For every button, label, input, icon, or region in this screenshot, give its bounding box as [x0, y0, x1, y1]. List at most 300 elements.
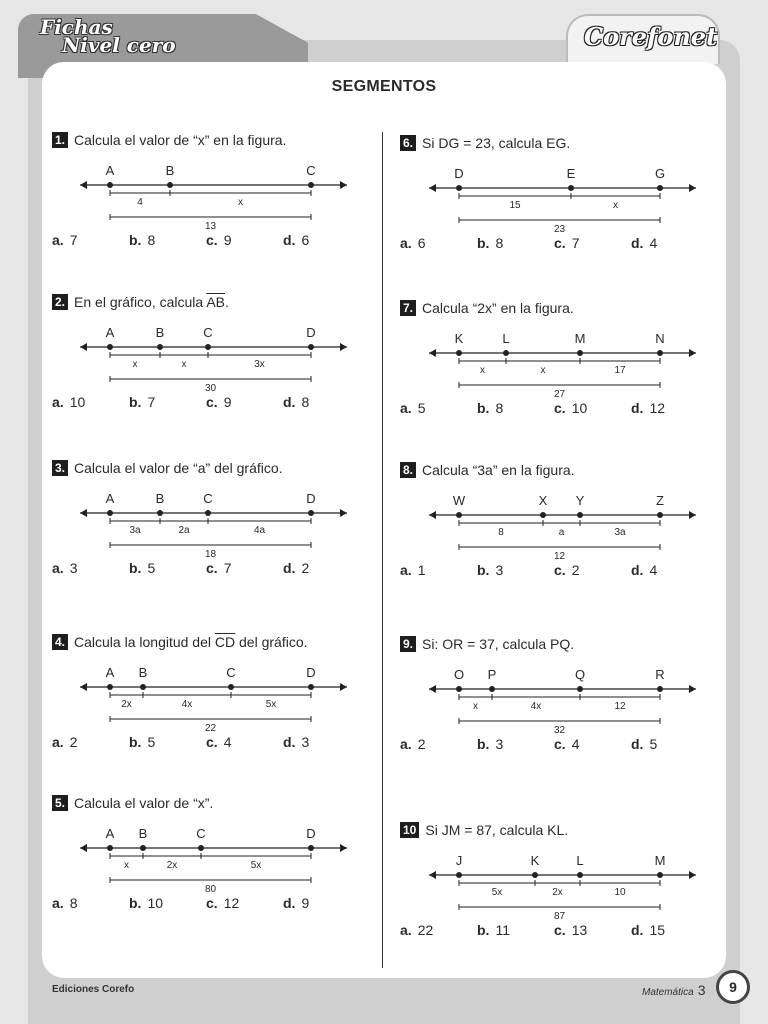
question-text: [422, 300, 574, 316]
segment-length-label: 8: [498, 527, 504, 538]
problem-8: [400, 460, 710, 578]
segment-length-label: x: [473, 701, 478, 712]
segment-length-label: 17: [614, 365, 626, 376]
problem-2: [52, 292, 362, 410]
segment-diagram: [52, 478, 352, 558]
answer-letter: a.: [400, 922, 412, 938]
answer-letter: b.: [477, 400, 490, 416]
answer-option: [206, 394, 283, 410]
point-dot: [577, 872, 583, 878]
point-label: B: [155, 491, 165, 506]
arrow-right-icon: [340, 509, 347, 517]
point-dot: [532, 872, 538, 878]
answer-option: [52, 895, 129, 911]
segment-length-label: 2a: [178, 525, 190, 536]
point-label: L: [502, 331, 510, 346]
answer-options: [52, 232, 362, 248]
answer-value: 3: [69, 560, 78, 576]
answer-value: 22: [417, 922, 434, 938]
question-number: 3.: [52, 460, 68, 476]
question-number: 9.: [400, 636, 416, 652]
answer-value: 12: [223, 895, 240, 911]
question-text-main: Calcula el valor de “a” del gráfico.: [74, 460, 283, 476]
answer-option: [477, 736, 554, 752]
point-dot: [456, 872, 462, 878]
answer-value: 8: [495, 235, 504, 251]
answer-value: 3: [495, 562, 504, 578]
answer-options: [400, 235, 710, 251]
point-label: C: [203, 325, 213, 340]
question-row: [400, 298, 710, 318]
answer-letter: c.: [206, 232, 218, 248]
answer-option: [631, 400, 708, 416]
answer-options: [400, 736, 710, 752]
segment-length-label: 12: [614, 701, 626, 712]
question-row: [52, 458, 362, 478]
answer-value: 3: [495, 736, 504, 752]
question-text-main: Calcula “3a” en la figura.: [422, 462, 575, 478]
series-logo-line1: Fichas: [40, 15, 113, 39]
segment-diagram: [400, 654, 700, 734]
answer-letter: a.: [400, 235, 412, 251]
point-label: A: [105, 826, 115, 841]
point-dot: [456, 185, 462, 191]
answer-letter: a.: [400, 736, 412, 752]
answer-value: 2: [69, 734, 78, 750]
answer-value: 6: [301, 232, 310, 248]
answer-option: [400, 235, 477, 251]
total-length-label: 12: [553, 551, 566, 562]
total-length-label: 80: [204, 884, 217, 895]
point-label: D: [306, 325, 316, 340]
segment-figure: [400, 840, 700, 920]
segment-figure: [52, 652, 352, 732]
question-text: [422, 462, 575, 478]
point-dot: [205, 344, 211, 350]
answer-option: [283, 895, 360, 911]
point-dot: [657, 872, 663, 878]
answer-option: [129, 394, 206, 410]
segment-figure: [52, 478, 352, 558]
question-row: [400, 460, 710, 480]
segment-length-label: x: [181, 359, 187, 370]
point-label: G: [654, 166, 666, 181]
answer-letter: d.: [283, 734, 296, 750]
question-text-main: Si DG = 23, calcula EG.: [422, 135, 571, 151]
series-logo-line2: Nivel cero: [62, 33, 176, 57]
point-label: W: [452, 493, 466, 508]
answer-option: [283, 232, 360, 248]
answer-value: 8: [147, 232, 156, 248]
answer-letter: c.: [554, 922, 566, 938]
answer-value: 7: [69, 232, 78, 248]
point-label: A: [105, 163, 115, 178]
arrow-right-icon: [340, 181, 347, 189]
segment-diagram: [52, 652, 352, 732]
point-label: E: [566, 166, 576, 181]
segment-diagram: [400, 840, 700, 920]
segment-length-label: 4x: [530, 701, 542, 712]
point-dot: [308, 684, 314, 690]
point-dot: [489, 686, 495, 692]
answer-option: [52, 232, 129, 248]
answer-value: 4: [649, 235, 658, 251]
arrow-left-icon: [429, 685, 436, 693]
answer-letter: b.: [129, 560, 142, 576]
arrow-right-icon: [689, 184, 696, 192]
arrow-left-icon: [429, 184, 436, 192]
point-dot: [657, 350, 663, 356]
problem-1: [52, 130, 362, 248]
answer-option: [52, 394, 129, 410]
arrow-right-icon: [689, 685, 696, 693]
answer-letter: b.: [129, 734, 142, 750]
question-text-main: Calcula la longitud del: [74, 634, 215, 650]
arrow-left-icon: [80, 343, 87, 351]
point-dot: [198, 845, 204, 851]
answer-option: [400, 562, 477, 578]
answer-letter: b.: [477, 235, 490, 251]
point-label: Y: [575, 493, 585, 508]
point-label: L: [576, 853, 584, 868]
answer-option: [206, 560, 283, 576]
segment-length-label: x: [540, 365, 546, 376]
answer-value: 9: [301, 895, 310, 911]
answer-value: 7: [571, 235, 580, 251]
point-dot: [308, 845, 314, 851]
segment-length-label: 10: [614, 887, 626, 898]
answer-letter: a.: [52, 734, 64, 750]
segment-figure: [400, 153, 700, 233]
answer-option: [400, 400, 477, 416]
answer-letter: c.: [206, 895, 218, 911]
point-dot: [228, 684, 234, 690]
total-length-label: 18: [204, 549, 217, 560]
point-dot: [657, 512, 663, 518]
answer-option: [283, 560, 360, 576]
answer-letter: d.: [631, 736, 644, 752]
answer-value: 5: [417, 400, 426, 416]
question-text-main: Calcula “2x” en la figura.: [422, 300, 574, 316]
point-label: C: [196, 826, 206, 841]
answer-letter: d.: [631, 235, 644, 251]
answer-option: [631, 562, 708, 578]
point-dot: [107, 684, 113, 690]
answer-option: [477, 922, 554, 938]
point-label: Z: [656, 493, 664, 508]
answer-letter: a.: [52, 232, 64, 248]
answer-option: [129, 895, 206, 911]
segment-length-label: 3a: [614, 527, 626, 538]
answer-letter: d.: [631, 400, 644, 416]
arrow-left-icon: [80, 181, 87, 189]
question-number: 10: [400, 822, 419, 838]
answer-option: [52, 734, 129, 750]
arrow-right-icon: [340, 683, 347, 691]
segment-length-label: 5x: [265, 699, 277, 710]
answer-options: [400, 400, 710, 416]
answer-option: [554, 562, 631, 578]
point-dot: [456, 350, 462, 356]
problem-7: [400, 298, 710, 416]
answer-option: [52, 560, 129, 576]
arrow-left-icon: [80, 844, 87, 852]
point-dot: [308, 182, 314, 188]
question-text: [74, 132, 286, 148]
problem-4: [52, 632, 362, 750]
segment-diagram: [52, 150, 352, 230]
point-dot: [657, 686, 663, 692]
question-text: [74, 460, 283, 476]
answer-options: [400, 922, 710, 938]
question-text: [74, 294, 229, 310]
point-label: A: [105, 491, 115, 506]
total-length-label: 13: [204, 221, 217, 232]
answer-value: 8: [301, 394, 310, 410]
column-divider: [382, 132, 383, 968]
answer-option: [206, 232, 283, 248]
answer-option: [631, 922, 708, 938]
point-label: C: [306, 163, 316, 178]
segment-length-label: x: [132, 359, 138, 370]
question-text: [422, 636, 574, 652]
answer-option: [206, 895, 283, 911]
answer-value: 2: [571, 562, 580, 578]
question-number: 8.: [400, 462, 416, 478]
answer-option: [129, 734, 206, 750]
point-label: A: [105, 325, 115, 340]
point-label: C: [203, 491, 213, 506]
point-dot: [308, 510, 314, 516]
point-dot: [157, 344, 163, 350]
question-text: [74, 634, 307, 650]
segment-name: $\overline{AB}$: [206, 294, 225, 310]
point-dot: [107, 344, 113, 350]
point-label: B: [138, 665, 148, 680]
point-dot: [568, 185, 574, 191]
answer-options: [400, 562, 710, 578]
point-label: N: [655, 331, 665, 346]
question-row: [52, 292, 362, 312]
arrow-left-icon: [429, 871, 436, 879]
answer-letter: b.: [129, 232, 142, 248]
arrow-left-icon: [429, 511, 436, 519]
segment-figure: [400, 654, 700, 734]
segment-length-label: 3x: [254, 359, 265, 370]
answer-value: 5: [147, 734, 156, 750]
answer-option: [631, 736, 708, 752]
answer-value: 4: [649, 562, 658, 578]
segment-length-label: 4x: [181, 699, 193, 710]
point-label: C: [226, 665, 236, 680]
answer-value: 6: [417, 235, 426, 251]
answer-letter: d.: [631, 562, 644, 578]
answer-value: 9: [223, 394, 232, 410]
point-dot: [107, 845, 113, 851]
answer-letter: b.: [129, 895, 142, 911]
total-length-label: 87: [553, 911, 566, 922]
arrow-right-icon: [340, 343, 347, 351]
question-number: 6.: [400, 135, 416, 151]
point-label: D: [306, 826, 316, 841]
answer-value: 7: [223, 560, 232, 576]
segment-length-label: 2x: [552, 887, 563, 898]
question-row: [400, 820, 710, 840]
answer-value: 2: [417, 736, 426, 752]
point-dot: [577, 686, 583, 692]
point-dot: [657, 185, 663, 191]
answer-letter: b.: [129, 394, 142, 410]
total-length-label: 23: [553, 224, 566, 235]
answer-option: [477, 562, 554, 578]
segment-figure: [52, 312, 352, 392]
question-text-main: Calcula el valor de “x”.: [74, 795, 214, 811]
point-dot: [140, 845, 146, 851]
answer-letter: d.: [283, 232, 296, 248]
arrow-left-icon: [429, 349, 436, 357]
publisher-label: Ediciones Corefo: [52, 984, 135, 995]
segment-figure: [52, 150, 352, 230]
answer-value: 10: [571, 400, 588, 416]
answer-option: [477, 235, 554, 251]
answer-letter: c.: [554, 235, 566, 251]
question-text-main: Calcula el valor de “x” en la figura.: [74, 132, 287, 148]
point-dot: [107, 510, 113, 516]
segment-diagram: [52, 312, 352, 392]
total-length-label: 30: [204, 383, 217, 394]
question-row: [400, 133, 710, 153]
point-dot: [167, 182, 173, 188]
answer-option: [554, 922, 631, 938]
answer-value: 4: [223, 734, 232, 750]
point-dot: [456, 512, 462, 518]
arrow-right-icon: [689, 871, 696, 879]
answer-option: [129, 232, 206, 248]
segment-figure: [52, 813, 352, 893]
question-text: [74, 795, 213, 811]
answer-options: [52, 734, 362, 750]
page-title: SEGMENTOS: [331, 78, 437, 95]
segment-diagram: [400, 153, 700, 233]
problem-3: [52, 458, 362, 576]
answer-letter: c.: [554, 400, 566, 416]
point-label: D: [306, 665, 316, 680]
total-length-label: 32: [553, 725, 566, 736]
answer-letter: d.: [283, 895, 296, 911]
answer-letter: d.: [283, 560, 296, 576]
question-text-suffix: .: [225, 294, 229, 310]
answer-value: 7: [147, 394, 156, 410]
answer-letter: c.: [554, 736, 566, 752]
answer-letter: c.: [206, 734, 218, 750]
answer-options: [52, 560, 362, 576]
point-label: M: [654, 853, 666, 868]
answer-value: 10: [69, 394, 86, 410]
answer-value: 15: [649, 922, 666, 938]
point-label: D: [454, 166, 464, 181]
answer-letter: b.: [477, 562, 490, 578]
answer-option: [554, 400, 631, 416]
answer-option: [400, 922, 477, 938]
answer-value: 5: [147, 560, 156, 576]
page-badge: 9: [716, 970, 750, 1004]
segment-length-label: 4a: [253, 525, 266, 536]
point-dot: [308, 344, 314, 350]
answer-option: [554, 235, 631, 251]
point-dot: [157, 510, 163, 516]
question-number: 4.: [52, 634, 68, 650]
question-text-suffix: del gráfico.: [235, 634, 308, 650]
arrow-left-icon: [80, 509, 87, 517]
point-dot: [503, 350, 509, 356]
segment-length-label: x: [124, 860, 129, 871]
point-label: O: [453, 667, 465, 682]
arrow-right-icon: [340, 844, 347, 852]
segment-name: $\overline{CD}$: [214, 634, 236, 650]
segment-length-label: x: [613, 200, 618, 211]
point-dot: [205, 510, 211, 516]
subject-footer: [642, 982, 705, 998]
answer-letter: d.: [283, 394, 296, 410]
point-dot: [577, 350, 583, 356]
answer-letter: a.: [52, 895, 64, 911]
answer-value: 8: [69, 895, 78, 911]
point-label: Q: [574, 667, 586, 682]
segment-figure: [400, 318, 700, 398]
segment-length-label: 5x: [491, 887, 503, 898]
arrow-right-icon: [689, 349, 696, 357]
answer-letter: c.: [206, 394, 218, 410]
problem-6: [400, 133, 710, 251]
answer-value: 2: [301, 560, 310, 576]
problem-9: [400, 634, 710, 752]
answer-value: 10: [147, 895, 164, 911]
answer-value: 5: [649, 736, 658, 752]
answer-options: [52, 394, 362, 410]
answer-option: [631, 235, 708, 251]
question-number: 7.: [400, 300, 416, 316]
answer-letter: a.: [52, 560, 64, 576]
point-dot: [540, 512, 546, 518]
question-row: [52, 130, 362, 150]
question-row: [52, 632, 362, 652]
point-label: D: [306, 491, 316, 506]
answer-option: [477, 400, 554, 416]
segment-length-label: 15: [509, 200, 521, 211]
segment-figure: [400, 480, 700, 560]
point-label: K: [530, 853, 540, 868]
answer-value: 13: [571, 922, 588, 938]
answer-options: [52, 895, 362, 911]
point-dot: [456, 686, 462, 692]
question-text: [422, 135, 570, 151]
question-number: 5.: [52, 795, 68, 811]
point-label: K: [454, 331, 464, 346]
point-label: P: [487, 667, 497, 682]
answer-letter: b.: [477, 736, 490, 752]
point-label: R: [655, 667, 665, 682]
point-label: M: [574, 331, 586, 346]
point-dot: [140, 684, 146, 690]
segment-diagram: [52, 813, 352, 893]
answer-option: [129, 560, 206, 576]
question-text-main: En el gráfico, calcula: [74, 294, 207, 310]
brand-logo: Corefonet: [584, 22, 718, 51]
question-row: [52, 793, 362, 813]
segment-length-label: 5x: [250, 860, 262, 871]
answer-letter: a.: [52, 394, 64, 410]
answer-value: 3: [301, 734, 310, 750]
